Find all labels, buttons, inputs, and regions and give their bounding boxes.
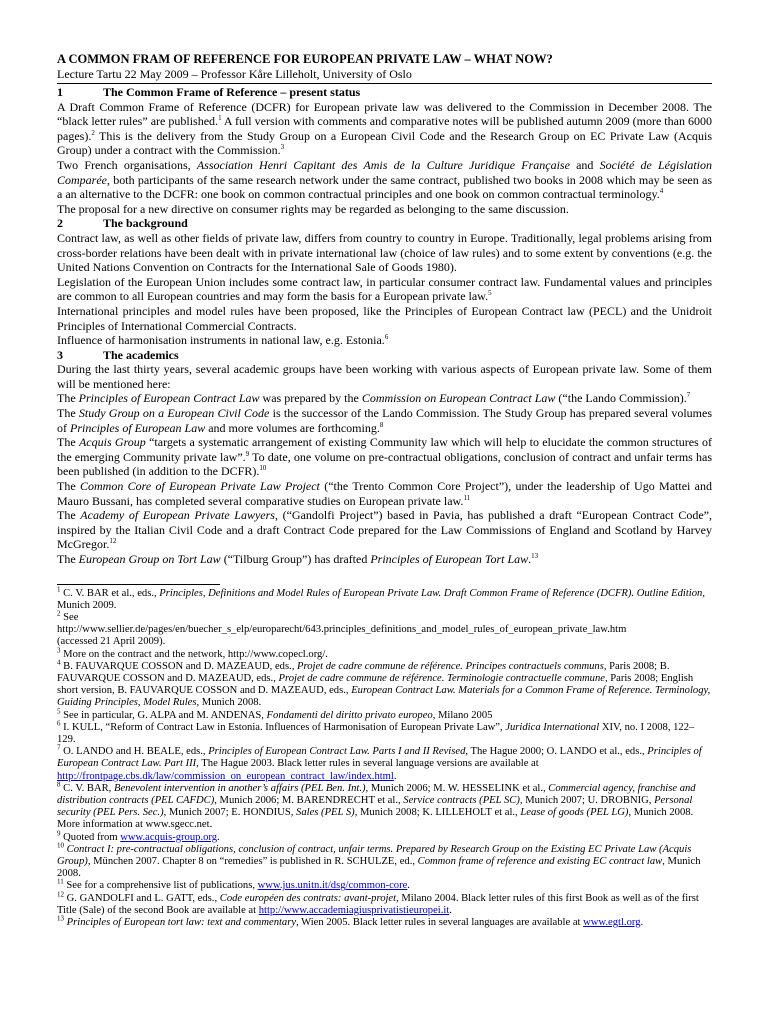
paragraph: The Principles of European Contract Law was prepared by the Commission on European Contract Law (“the Lando Commission).$^7$ bbox=[57, 391, 691, 406]
footnote-3: $^3$ More on the contract and the network, http://www.copecl.org/. bbox=[57, 646, 328, 660]
footnote-separator bbox=[57, 584, 220, 585]
footnote-2: $^2$ See http://www.sellier.de/pages/en/buecher_s_elp/europarecht/643.principles_definitions_and_model_rules_of_european_private_law.htm (accessed 21 April 2009). bbox=[57, 609, 627, 648]
footnote-8: $^8$ C. V. BAR, Benevolent intervention in another’s affairs (PEL Ben. Int.), Munich 2006; M. W. HESSELINK et al., Commercial agency, franchise and distribution contracts (PEL CAFDC), Munich 2006; M. BARENDRECHT et al., Service contracts (PEL SC), Munich 2007; U. DROBNIG, Personal security (PEL Pers. Sec.), Munich 2007; E. HONDIUS, Sales (PEL S), Munich 2008; K. LILLEHOLT et al., Lease of goods (PEL LG), Munich 2008. More information at www.sgecc.net. bbox=[57, 780, 696, 831]
footnote-url[interactable]: http://www.sellier.de/pages/en/buecher_s_elp/europarecht/643.principles_definitions_and_model_rules_of_european_private_law.htm bbox=[57, 624, 627, 636]
footnote-1: $^1$ C. V. BAR et al., eds., Principles, Definitions and Model Rules of European Private Law. Draft Common Frame of Reference (DCFR). Outline Edition, Munich 2009. bbox=[57, 585, 705, 611]
paragraph: Legislation of the European Union includes some contract law, in particular consumer contract law. Fundamental values and principles are common to all European countries and may form the basis for a European private law.$^5$ bbox=[57, 274, 712, 304]
section-title: The academics bbox=[103, 347, 179, 362]
paragraph: Influence of harmonisation instruments in national law, e.g. Estonia.$^6$ bbox=[57, 333, 389, 348]
footnote-link[interactable]: www.jus.unitn.it/dsg/common-core bbox=[257, 880, 408, 892]
section-heading-2 bbox=[57, 216, 712, 231]
section-title: The background bbox=[103, 216, 188, 231]
paragraph: The Acquis Group “targets a systematic arrangement of existing Community law which will help to elucidate the common structures of the emerging Community private law”.$^9$ To date, one volume on pre-contractual obligations, conclusion of contract and unfair terms has been published (in addition to the DCFR).$^{10}$ bbox=[57, 435, 712, 479]
paragraph: The proposal for a new directive on consumer rights may be regarded as belonging to the same discussion. bbox=[57, 201, 569, 216]
document-page bbox=[57, 52, 712, 929]
footnote-link[interactable]: www.egtl.org bbox=[583, 917, 641, 929]
footnote-6: $^6$ I. KULL, “Reform of Contract Law in Estonia. Influences of Harmonisation of European Private Law”, Juridica International XIV, no. I 2008, 122–129. bbox=[57, 719, 695, 746]
paragraph: The Academy of European Private Lawyers, (“Gandolfi Project”) based in Pavia, has published a draft “European Contract Code”, inspired by the Italian Civil Code and a draft Contract Code prepared for the Law Commissions of England and Scotland by Harvey McGregor.$^{12}$ bbox=[57, 508, 712, 552]
paragraph: Two French organisations, Association Henri Capitant des Amis de la Culture Juridique Française and Société de Législation Comparée, both participants of the same research network under the same contract, published two books in 2008 which may be seen as a an alternative to the DCFR: one book on common contractual principles and one book on common contractual terminology.$^4$ bbox=[57, 157, 712, 202]
footnote-link[interactable]: http://frontpage.cbs.dk/law/commission_on_european_contract_law/index.html bbox=[57, 770, 394, 782]
paragraph: The European Group on Tort Law (“Tilburg Group”) has drafted Principles of European Tort Law.$^{13}$ bbox=[57, 552, 539, 566]
document-title: A COMMON FRAM OF REFERENCE FOR EUROPEAN PRIVATE LAW – WHAT NOW? bbox=[57, 52, 553, 66]
section-number: 2 bbox=[57, 216, 63, 231]
paragraph: International principles and model rules have been proposed, like the Principles of European Contract law (PECL) and the Unidroit Principles of International Commercial Contracts. bbox=[57, 303, 712, 333]
footnote-9: $^9$ Quoted from www.acquis-group.org. bbox=[57, 829, 220, 843]
paragraph: During the last thirty years, several academic groups have been working with various aspects of European private law. Some of them will be mentioned here: bbox=[57, 362, 712, 391]
paragraph: The Common Core of European Private Law Project (“the Trento Common Core Project”), under the leadership of Ugo Mattei and Mauro Bussani, has completed several comparative studies on European private law.$^{11}$ bbox=[57, 479, 713, 508]
footnote-4: $^4$ B. FAUVARQUE COSSON and D. MAZEAUD, eds., Projet de cadre commune de référence. Principes contractuels communs, Paris 2008; B. FAUVARQUE COSSON and D. MAZEAUD, eds., Projet de cadre commune de référence. Terminologie contractuelle commune, Paris 2008; English short version, B. FAUVARQUE COSSON and D. MAZEAUD, eds., European Contract Law. Materials for a Common Frame of Reference. Terminology, Guiding Principles, Model Rules, Munich 2008. bbox=[57, 658, 711, 709]
footnote-7: $^7$ O. LANDO and H. BEALE, eds., Principles of European Contract Law. Parts I and II Revised, The Hague 2000; O. LANDO et al., eds., Principles of European Contract Law. Part III, The Hague 2003. Black letter rules in several language versions are available at http://frontpage.cbs.dk/law/commission_on_european_contract_law/index.html. bbox=[57, 743, 702, 782]
section-title: The Common Frame of Reference – present status bbox=[103, 85, 361, 99]
section-number: 1 bbox=[57, 85, 63, 99]
section-number: 3 bbox=[57, 347, 63, 362]
footnote-link[interactable]: http://www.accademiagiusprivatistieuropei.it bbox=[258, 904, 450, 916]
footnote-link[interactable]: www.acquis-group.org bbox=[120, 831, 218, 843]
footnote-10: $^{10}$ Contract I: pre-contractual obligations, conclusion of contract, unfair terms. Prepared by Research Group on the Existing EC Private Law (Acquis Group), München 2007. Chapter 8 on “remedies” is published in R. SCHULZE, ed., Common frame of reference and existing EC contract law, Munich 2008. bbox=[57, 841, 701, 880]
paragraph: A Draft Common Frame of Reference (DCFR) for European private law was delivered to the Commission in December 2008. The “black letter rules” are published.$^1$ A full version with comments and comparative notes will be published autumn 2009 (more than 6000 pages).$^2$ This is the delivery from the Study Group on a European Civil Code and the Research Group on EC Private Law (Acquis Group) under a contract with the Commission.$^3$ bbox=[57, 99, 712, 158]
footnote-12: $^{12}$ G. GANDOLFI and L. GATT, eds., Code européen des contrats: avant-projet, Milano 2004. Black letter rules of this first Book as well as of the first Title (Sale) of the second Book are available at http://www.accademiagiusprivatistieuropei.it. bbox=[57, 890, 699, 916]
document-subtitle: Lecture Tartu 22 May 2009 – Professor Kåre Lilleholt, University of Oslo bbox=[57, 67, 712, 84]
footnote-5: $^5$ See in particular, G. ALPA and M. ANDENAS, Fondamenti del diritto privato europeo, Milano 2005 bbox=[57, 707, 493, 721]
footnote-13: $^{13}$ Principles of European tort law: text and commentary, Wien 2005. Black letter rules in several languages are available at www.egtl.org. bbox=[57, 914, 644, 929]
paragraph: Contract law, as well as other fields of private law, differs from country to country in Europe. Traditionally, legal problems arising from cross-border relations have been dealt with in private international law (choice of law rules) and to some extent by conventions (e.g. the United Nations Convention on Contracts for the International Sale of Goods 1980). bbox=[57, 230, 712, 275]
footnote-11: $^{11}$ See for a comprehensive list of publications, www.jus.unitn.it/dsg/common-core. bbox=[57, 877, 410, 892]
section-heading-3 bbox=[57, 348, 712, 363]
section-heading-1 bbox=[57, 85, 712, 100]
paragraph: The Study Group on a European Civil Code is the successor of the Lando Commission. The Study Group has prepared several volumes of Principles of European Law and more volumes are forthcoming.$^8$ bbox=[57, 406, 713, 435]
